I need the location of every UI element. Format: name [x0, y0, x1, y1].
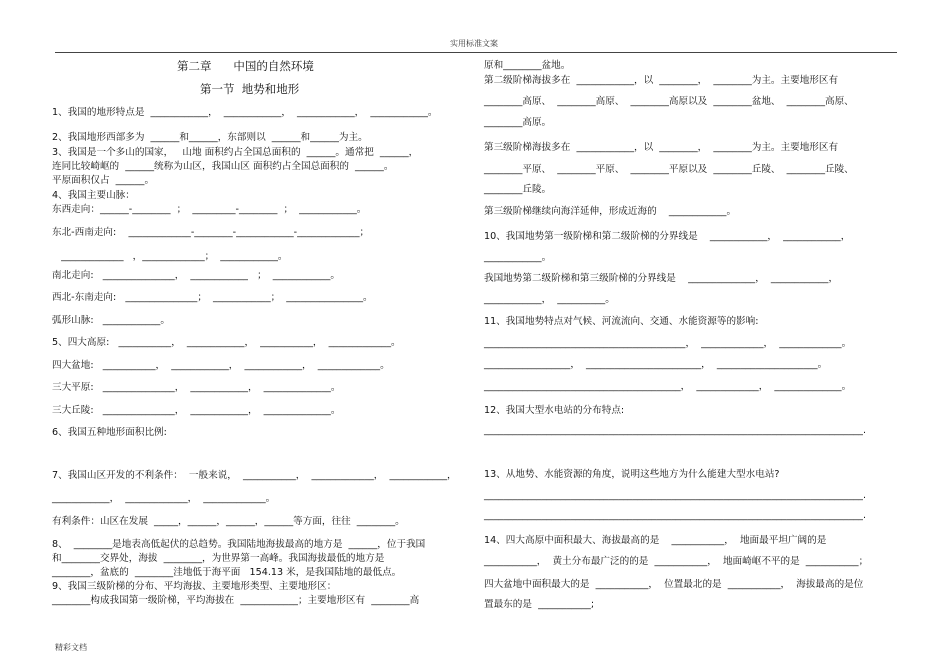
line-text: 13、从地势、水能资源的角度，说明这些地方为什么能建大型水电站? [484, 469, 780, 480]
line-text: 11、我国地势特点对气候、河流流向、交通、水能资源等的影响: [484, 316, 759, 327]
right-line [484, 338, 851, 350]
line-text: 和________交界处，海拔 ________，为世界第一高峰。我国海拔最低的地方是 [52, 553, 385, 564]
line-text: 10、我国地势第一级阶梯和第二级阶梯的分界线是 ____________， ____________， [484, 231, 851, 242]
line-text: 12、我国大型水电站的分布特点: [484, 405, 625, 416]
left-line [52, 251, 287, 263]
right-line [484, 142, 838, 154]
right-column [484, 56, 894, 626]
line-text: 14、四大高原中面积最大、海拔最高的是 ___________， 地面最平坦广阔的是 [484, 535, 827, 546]
right-line [484, 60, 570, 72]
line-text: __________________， ________________________， _____________________。 [484, 359, 828, 370]
right-line [484, 96, 854, 108]
left-line [52, 539, 425, 551]
left-line [52, 204, 366, 216]
right-line [484, 252, 551, 264]
line-text: _______________________________________________________________________________. [484, 490, 867, 501]
right-line [484, 294, 615, 306]
left-line [52, 175, 154, 187]
line-text: 1、我国的地形特点是 ____________， ____________， ____________， ____________。 [52, 107, 438, 118]
line-text: 2、我国地形西部多为 ______和______，东部则以 ______和______为主。 [52, 132, 368, 143]
line-text: ________高原。 [484, 117, 552, 128]
left-line [52, 270, 340, 282]
right-line [484, 469, 780, 481]
line-text: 第三级阶梯继续向海洋延伸，形成近海的 ____________。 [484, 206, 737, 217]
line-text: ________丘陵。 [484, 184, 552, 195]
right-line [484, 164, 854, 176]
left-line [52, 107, 437, 119]
left-line [52, 227, 369, 239]
line-text: 第一节 地势和地形 [200, 82, 300, 96]
right-line [484, 556, 868, 568]
line-text: 东北-西南走向: _____________-________-____________-_____________； [52, 227, 370, 238]
left-line [52, 360, 390, 372]
left-line [52, 553, 384, 565]
line-text: ____________， __________。 [484, 294, 615, 305]
line-text: 原和________盆地。 [484, 60, 571, 71]
right-line [484, 117, 551, 129]
line-text: _______________________________________________________________________________. [484, 510, 867, 521]
line-text: 弧形山脉: ____________。 [52, 315, 170, 326]
line-text: 我国地势第二级阶梯和第三级阶梯的分界线是 ______________， ____________， [484, 273, 839, 284]
line-text: 三大丘陵: _______________， ____________， ______________。 [52, 405, 341, 416]
left-line [52, 567, 401, 579]
right-line [484, 231, 850, 243]
line-text: __________________________________________， _____________， _____________。 [484, 338, 852, 349]
header-rule [55, 52, 897, 53]
page-header: 实用标准文案 [450, 39, 498, 48]
line-text: _________________________________________， _____________， ______________。 [484, 381, 852, 392]
line-text: 8、 ________是地表高低起伏的总趋势。我国陆地海拔最高的地方是 ______，位于我国 [52, 539, 426, 550]
line-text: ________，盆底的 ________洼地低于海平面 154.13 米，是我国陆地的最低点。 [52, 567, 402, 578]
left-line [52, 147, 418, 159]
left-line [52, 595, 419, 607]
left-line [52, 427, 167, 439]
left-line [52, 190, 135, 202]
right-line [484, 316, 758, 328]
right-line [484, 381, 851, 393]
line-text: ________高原、 ________高原、 ________高原以及 ________盆地、 ________高原、 [484, 96, 854, 107]
right-line [484, 273, 838, 285]
right-line [484, 579, 863, 591]
right-line [484, 535, 826, 547]
line-text: 置最东的是 ___________; [484, 599, 595, 610]
line-text: ___________， 黄土分布最广泛的的是 ___________， 地面崎岖不平的是 ___________； [484, 556, 869, 567]
line-text: 四大盆地中面积最大的是 ___________， 位置最北的是 ___________， 海拔最高的是位 [484, 579, 864, 590]
left-line [52, 493, 275, 505]
right-line [484, 599, 594, 611]
line-text: 第二章 中国的自然环境 [177, 59, 314, 73]
right-line [484, 510, 866, 522]
line-text: 7、我国山区开发的不利条件： 一般来说， ___________， _____________， ____________， [52, 470, 457, 481]
left-column [52, 56, 462, 626]
right-line [484, 359, 827, 371]
line-text: 三大平原: _______________， ____________， ______________。 [52, 382, 341, 393]
line-text: 第三级阶梯海拔多在 ____________，以 ________， ________为主。主要地形区有 [484, 142, 839, 153]
right-line [484, 75, 838, 87]
left-line [52, 405, 340, 417]
left-line [52, 132, 368, 144]
left-line [177, 60, 314, 72]
line-text: 5、四大高原: ___________， ____________， ___________， _____________。 [52, 337, 401, 348]
line-text: ____________。 [484, 252, 552, 263]
right-line [484, 184, 551, 196]
line-text: 东西走向：______-________ ； _________-________ ； ____________。 [52, 204, 367, 215]
line-text: _____________ ，_____________； ____________。 [52, 251, 288, 262]
line-text: 4、我国主要山脉： [52, 190, 135, 201]
right-line [484, 425, 866, 437]
line-text: ____________， _____________， _____________。 [52, 493, 276, 504]
line-text: 四大盆地: ___________， ____________， ____________， _____________。 [52, 360, 390, 371]
left-line [200, 83, 299, 95]
line-text: ________构成我国第一级阶梯，平均海拔在 ____________；主要地形区有 ________高 [52, 595, 420, 606]
page-footer: 精彩文档 [55, 643, 87, 652]
left-line [52, 292, 373, 304]
right-line [484, 405, 624, 417]
left-line [52, 315, 170, 327]
line-text: 连同比较崎岖的 ______统称为山区，我国山区 面积约占全国总面积的 ______。 [52, 161, 394, 172]
left-line [52, 581, 336, 593]
right-line [484, 206, 736, 218]
line-text: 6、我国五种地形面积比例: [52, 427, 167, 438]
left-line [52, 161, 393, 173]
left-line [52, 337, 401, 349]
left-line [52, 382, 340, 394]
line-text: 有利条件：山区在发展 _____，______，______，______等方面，往往 ________。 [52, 516, 405, 527]
line-text: ________平原、 ________平原、 ________平原以及 ________丘陵、 ________丘陵、 [484, 164, 854, 175]
left-line [52, 470, 457, 482]
line-text: _______________________________________________________________________________. [484, 425, 867, 436]
line-text: 平原面积仅占 ______。 [52, 175, 155, 186]
line-text: 第二级阶梯海拔多在 ____________，以 ________， ________为主。主要地形区有 [484, 75, 839, 86]
line-text: 南北走向: _______________， ____________ ； ____________。 [52, 270, 340, 281]
line-text: 西北-东南走向: _______________； ____________； ________________。 [52, 292, 373, 303]
right-line [484, 490, 866, 502]
line-text: 3、我国是一个多山的国家， 山地 面积约占全国总面积的 ______。通常把 ______， [52, 147, 419, 158]
left-line [52, 516, 405, 528]
line-text: 9、我国三级阶梯的分布、平均海拔、主要地形类型、主要地形区： [52, 581, 337, 592]
